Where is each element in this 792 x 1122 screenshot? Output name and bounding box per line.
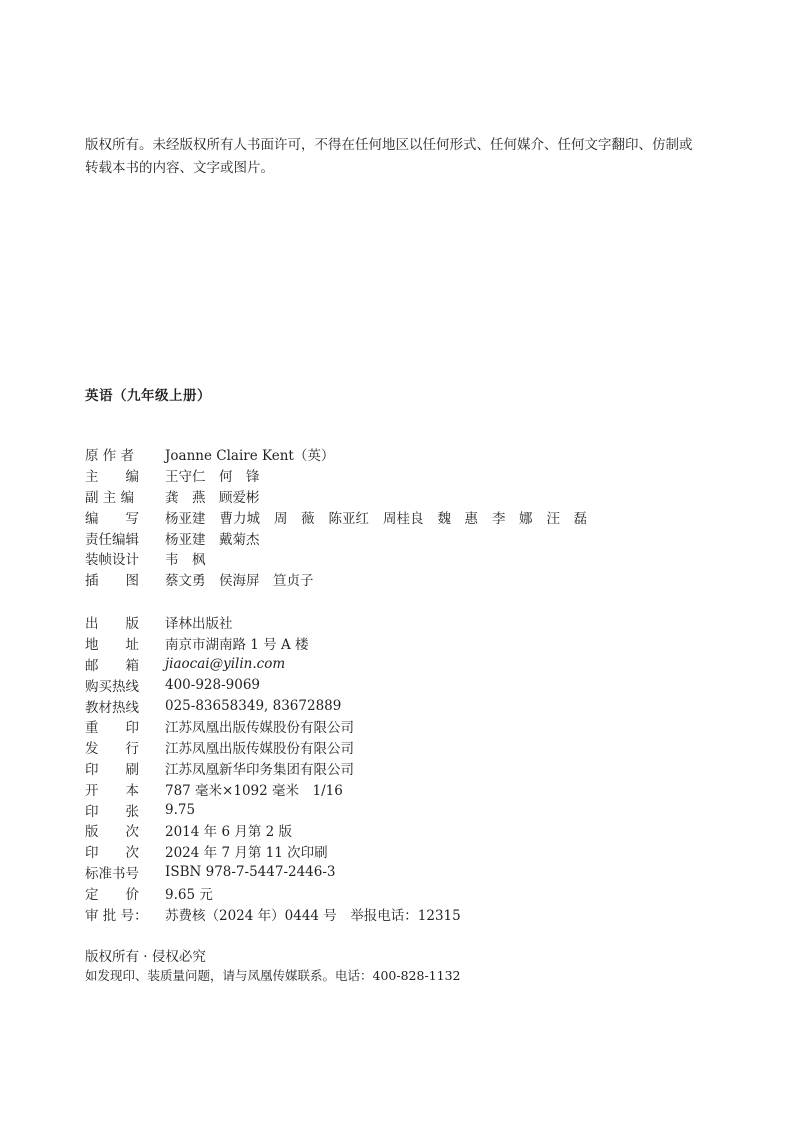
pub-value: 9.65 元	[165, 886, 213, 903]
credit-row-deputy-editor	[85, 486, 725, 507]
writer-name: 周桂良	[383, 510, 424, 527]
writer-name: 周 薇	[274, 510, 315, 527]
writer-name: 李 娜	[492, 510, 533, 527]
pub-row-publisher	[85, 612, 725, 633]
pub-label: 印 张	[85, 803, 139, 820]
writer-name: 陈亚红	[328, 510, 369, 527]
pub-label: 发 行	[85, 741, 139, 758]
pub-label: 地 址	[85, 637, 139, 654]
pub-row-edition	[85, 820, 725, 841]
credits-section	[85, 444, 725, 590]
credit-value: Joanne Claire Kent（英）	[165, 448, 335, 465]
pub-row-isbn	[85, 862, 725, 883]
credit-label: 编 写	[85, 510, 139, 527]
credit-label: 装帧设计	[85, 552, 139, 569]
pub-value: jiaocai@yilin.com	[165, 655, 286, 672]
pub-label: 标准书号	[85, 865, 139, 882]
pub-row-price	[85, 882, 725, 903]
pub-label: 开 本	[85, 782, 139, 799]
pub-value: 025-83658349, 83672889	[165, 697, 342, 714]
credit-label: 责任编辑	[85, 531, 139, 548]
pub-value: 译林出版社	[165, 616, 233, 633]
credit-value: 杨亚建 戴菊杰	[165, 531, 260, 548]
pub-value: 2014 年 6 月第 2 版	[165, 824, 292, 841]
credit-row-chief-editor	[85, 465, 725, 486]
pub-label: 出 版	[85, 616, 139, 633]
writer-name: 汪 磊	[546, 510, 587, 527]
pub-label: 印 次	[85, 845, 139, 862]
credit-label: 副 主 编	[85, 489, 135, 506]
pub-row-impression	[85, 841, 725, 862]
pub-value: 2024 年 7 月第 11 次印刷	[165, 845, 328, 862]
pub-label: 版 次	[85, 824, 139, 841]
book-title: 英语（九年级上册）	[85, 388, 211, 404]
credit-row-illustration	[85, 569, 725, 590]
pub-value: 江苏凤凰新华印务集团有限公司	[165, 761, 354, 778]
pub-row-sheets	[85, 799, 725, 820]
pub-label: 重 印	[85, 720, 139, 737]
pub-value: 江苏凤凰出版传媒股份有限公司	[165, 720, 354, 737]
pub-value: 9.75	[165, 801, 196, 818]
credit-value: 龚 燕 顾爱彬	[165, 489, 260, 506]
writer-names	[165, 507, 601, 527]
pub-label: 购买热线	[85, 678, 139, 695]
pub-row-reprint	[85, 716, 725, 737]
pub-row-address	[85, 633, 725, 654]
publication-section	[85, 612, 725, 924]
pub-label: 审 批 号：	[85, 907, 148, 924]
pub-label: 定 价	[85, 886, 139, 903]
pub-row-textbook-hotline	[85, 695, 725, 716]
pub-value: 400-928-9069	[165, 676, 261, 693]
quality-contact-note: 如发现印、装质量问题，请与凤凰传媒联系。电话：400-828-1132	[85, 968, 461, 983]
credit-row-responsible-editor	[85, 527, 725, 548]
pub-label: 印 刷	[85, 761, 139, 778]
pub-label: 邮 箱	[85, 657, 139, 674]
credit-value: 王守仁 何 锋	[165, 469, 260, 486]
copyright-notice: 版权所有。未经版权所有人书面许可，不得在任何地区以任何形式、任何媒介、任何文字翻印、仿制或转载本书的内容、文字或图片。	[85, 137, 693, 176]
pub-value: 江苏凤凰出版传媒股份有限公司	[165, 741, 354, 758]
writer-name: 杨亚建	[165, 510, 206, 527]
credit-value: 韦 枫	[165, 552, 206, 569]
credit-value: 蔡文勇 侯海屏 笪贞子	[165, 573, 314, 590]
writer-name: 魏 惠	[437, 510, 478, 527]
writer-name: 曹力城	[219, 510, 260, 527]
pub-value: 787 毫米×1092 毫米 1/16	[165, 782, 343, 799]
credit-row-original-author	[85, 444, 725, 465]
pub-value: 苏费核（2024 年）0444 号 举报电话：12315	[165, 907, 461, 924]
credit-row-binding-design	[85, 548, 725, 569]
pub-value: ISBN 978-7-5447-2446-3	[165, 863, 336, 880]
pub-label: 教材热线	[85, 699, 139, 716]
credit-label: 插 图	[85, 573, 139, 590]
pub-row-distribution	[85, 737, 725, 758]
pub-row-printing	[85, 758, 725, 779]
pub-row-approval	[85, 903, 725, 924]
pub-row-format	[85, 778, 725, 799]
pub-row-email	[85, 654, 725, 675]
copyright-reserved-title: 版权所有 · 侵权必究	[85, 949, 206, 965]
pub-row-purchase-hotline	[85, 674, 725, 695]
credit-row-writers	[85, 506, 725, 527]
credit-label: 主 编	[85, 469, 139, 486]
credit-label: 原 作 者	[85, 448, 135, 465]
pub-value: 南京市湖南路 1 号 A 楼	[165, 637, 309, 654]
